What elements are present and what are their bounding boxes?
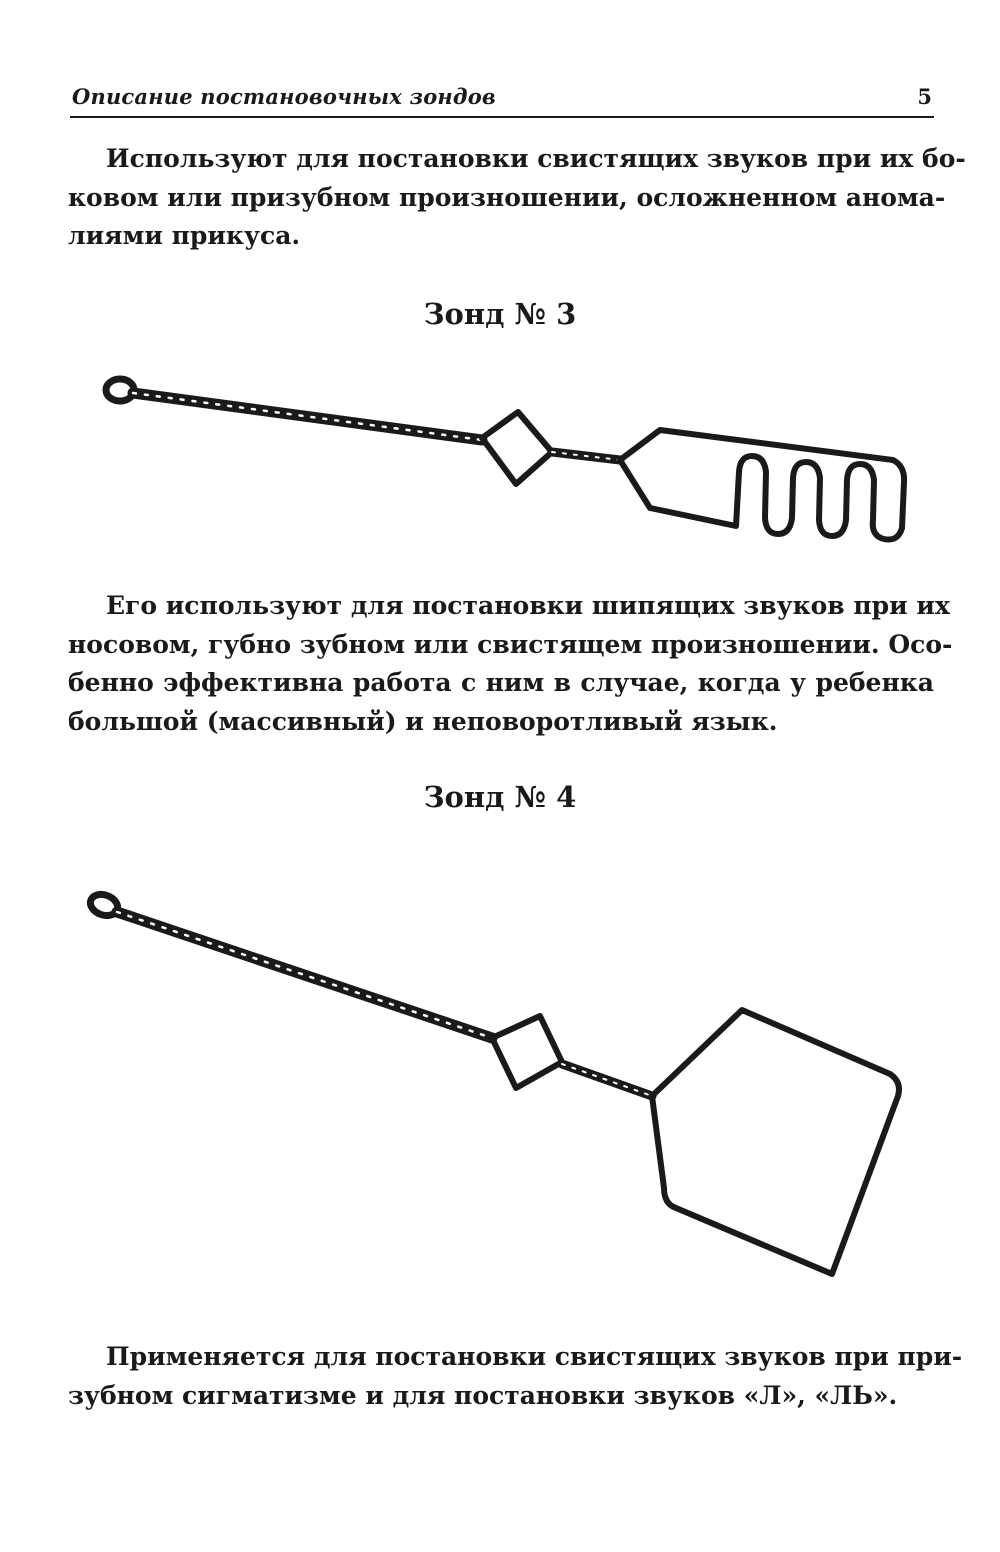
paragraph-line: лиями прикуса. <box>68 221 301 250</box>
paragraph-line: зубном сигматизме и для постановки звуков «Л», «ЛЬ». <box>68 1380 898 1410</box>
paragraph-probe-4-usage <box>68 1338 963 1415</box>
page-number: 5 <box>917 84 932 109</box>
probe-3-diamond <box>482 412 552 484</box>
paragraph-line: носовом, губно зубном или свистящем произношении. Осо- <box>68 629 953 659</box>
probe-4-drawing <box>0 870 1000 1290</box>
probe-4-illustration <box>0 870 1000 1290</box>
running-head <box>70 82 934 118</box>
probe-3-illustration <box>0 360 1000 560</box>
paragraph-line: ковом или призубном произношении, осложненном анома- <box>68 182 946 212</box>
heading-probe-3: Зонд № 3 <box>423 297 577 331</box>
paragraph-probe-3-usage <box>68 587 953 741</box>
paragraph-line: бенно эффективна работа с ним в случае, когда у ребенка <box>68 668 934 697</box>
probe-4-pentagon-paddle <box>652 1010 899 1274</box>
paragraph-line: большой (массивный) и неповоротливый язык. <box>68 706 778 736</box>
paragraph-line: Используют для постановки свистящих звуков при их бо- <box>106 144 966 173</box>
paragraph-probe-2-usage <box>68 140 966 256</box>
probe-3-meander-paddle <box>620 430 904 540</box>
probe-4-diamond <box>492 1016 562 1088</box>
heading-probe-4: Зонд № 4 <box>423 780 577 814</box>
running-title: Описание постановочных зондов <box>72 84 496 109</box>
probe-3-drawing <box>0 360 1000 560</box>
paragraph-line: Его используют для постановки шипящих звуков при их <box>106 591 950 620</box>
paragraph-line: Применяется для постановки свистящих звуков при при- <box>106 1342 963 1371</box>
